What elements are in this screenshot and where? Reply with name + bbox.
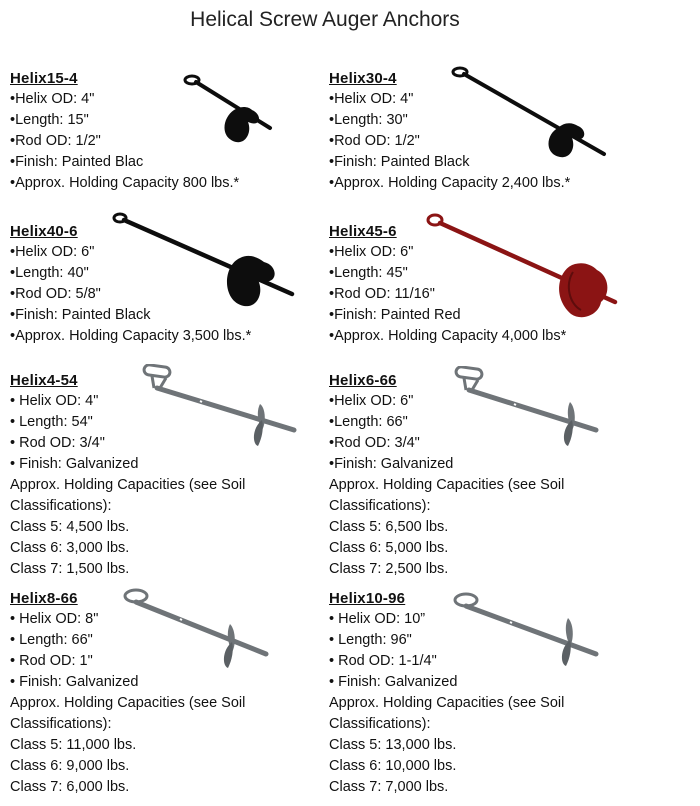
product-name: Helix6-66 xyxy=(329,372,397,389)
spec-line: •Helix OD: 4" xyxy=(329,91,414,107)
spec-line: •Finish: Painted Blac xyxy=(10,154,144,170)
spec-line: •Finish: Painted Black xyxy=(10,307,151,323)
product-name: Helix30-4 xyxy=(329,70,397,87)
spec-line: •Approx. Holding Capacity 3,500 lbs.* xyxy=(10,328,252,344)
spec-line: •Finish: Painted Red xyxy=(329,307,461,323)
spec-line: Class 6: 10,000 lbs. xyxy=(329,758,457,774)
spec-line: Class 7: 7,000 lbs. xyxy=(329,779,449,795)
spec-line: • Finish: Galvanized xyxy=(10,456,139,472)
spec-line: • Rod OD: 1" xyxy=(10,653,93,669)
spec-line: •Approx. Holding Capacity 4,000 lbs* xyxy=(329,328,567,344)
spec-line: •Length: 66" xyxy=(329,414,408,430)
spec-line: •Finish: Galvanized xyxy=(329,456,454,472)
spec-line: Approx. Holding Capacities (see Soil xyxy=(329,695,565,711)
spec-line: • Helix OD: 8" xyxy=(10,611,99,627)
spec-line: • Length: 96" xyxy=(329,632,412,648)
spec-line: • Length: 54" xyxy=(10,414,93,430)
spec-line: Class 7: 6,000 lbs. xyxy=(10,779,130,795)
spec-line: • Finish: Galvanized xyxy=(10,674,139,690)
spec-line: Approx. Holding Capacities (see Soil xyxy=(10,695,246,711)
black-auger-anchor-image xyxy=(450,64,610,160)
spec-line: •Length: 45" xyxy=(329,265,408,281)
spec-line: Classifications): xyxy=(10,498,112,514)
spec-line: •Length: 15" xyxy=(10,112,89,128)
product-name: Helix8-66 xyxy=(10,590,78,607)
spec-line: •Length: 30" xyxy=(329,112,408,128)
black-auger-anchor-image xyxy=(182,70,282,150)
red-auger-anchor-image xyxy=(425,210,621,322)
spec-line: Class 6: 9,000 lbs. xyxy=(10,758,130,774)
spec-line: Approx. Holding Capacities (see Soil xyxy=(10,477,246,493)
spec-line: •Rod OD: 1/2" xyxy=(10,133,101,149)
page-title: Helical Screw Auger Anchors xyxy=(190,8,460,31)
spec-line: •Rod OD: 3/4" xyxy=(329,435,420,451)
spec-line: •Helix OD: 6" xyxy=(329,244,414,260)
galvanized-auger-anchor-image xyxy=(140,364,300,448)
spec-line: •Helix OD: 6" xyxy=(329,393,414,409)
spec-line: • Rod OD: 1-1/4" xyxy=(329,653,437,669)
spec-line: Approx. Holding Capacities (see Soil xyxy=(329,477,565,493)
spec-line: •Approx. Holding Capacity 800 lbs.* xyxy=(10,175,240,191)
spec-line: Class 5: 4,500 lbs. xyxy=(10,519,130,535)
spec-line: • Finish: Galvanized xyxy=(329,674,458,690)
spec-line: Class 7: 2,500 lbs. xyxy=(329,561,449,577)
spec-line: • Length: 66" xyxy=(10,632,93,648)
galvanized-auger-anchor-image xyxy=(122,588,272,672)
spec-line: • Rod OD: 3/4" xyxy=(10,435,105,451)
spec-line: •Rod OD: 11/16" xyxy=(329,286,435,302)
spec-line: •Length: 40" xyxy=(10,265,89,281)
galvanized-auger-anchor-image xyxy=(452,592,602,676)
product-name: Helix15-4 xyxy=(10,70,78,87)
spec-line: Class 6: 5,000 lbs. xyxy=(329,540,449,556)
galvanized-auger-anchor-image xyxy=(452,366,602,450)
product-name: Helix4-54 xyxy=(10,372,78,389)
spec-line: Classifications): xyxy=(10,716,112,732)
spec-line: •Rod OD: 5/8" xyxy=(10,286,101,302)
spec-line: Classifications): xyxy=(329,716,431,732)
spec-line: •Approx. Holding Capacity 2,400 lbs.* xyxy=(329,175,571,191)
spec-line: •Finish: Painted Black xyxy=(329,154,470,170)
product-name: Helix45-6 xyxy=(329,223,397,240)
spec-line: Class 6: 3,000 lbs. xyxy=(10,540,130,556)
product-card-helix15-4 xyxy=(10,68,340,194)
spec-line: Classifications): xyxy=(329,498,431,514)
black-auger-anchor-image xyxy=(112,210,298,308)
spec-line: Class 5: 6,500 lbs. xyxy=(329,519,449,535)
spec-line: •Helix OD: 6" xyxy=(10,244,95,260)
product-name: Helix40-6 xyxy=(10,223,78,240)
spec-line: Class 7: 1,500 lbs. xyxy=(10,561,130,577)
spec-line: • Helix OD: 10” xyxy=(329,611,426,627)
spec-line: Class 5: 11,000 lbs. xyxy=(10,737,137,753)
spec-line: •Helix OD: 4" xyxy=(10,91,95,107)
spec-line: •Rod OD: 1/2" xyxy=(329,133,420,149)
spec-line: Class 5: 13,000 lbs. xyxy=(329,737,457,753)
spec-line: • Helix OD: 4" xyxy=(10,393,99,409)
product-name: Helix10-96 xyxy=(329,590,406,607)
